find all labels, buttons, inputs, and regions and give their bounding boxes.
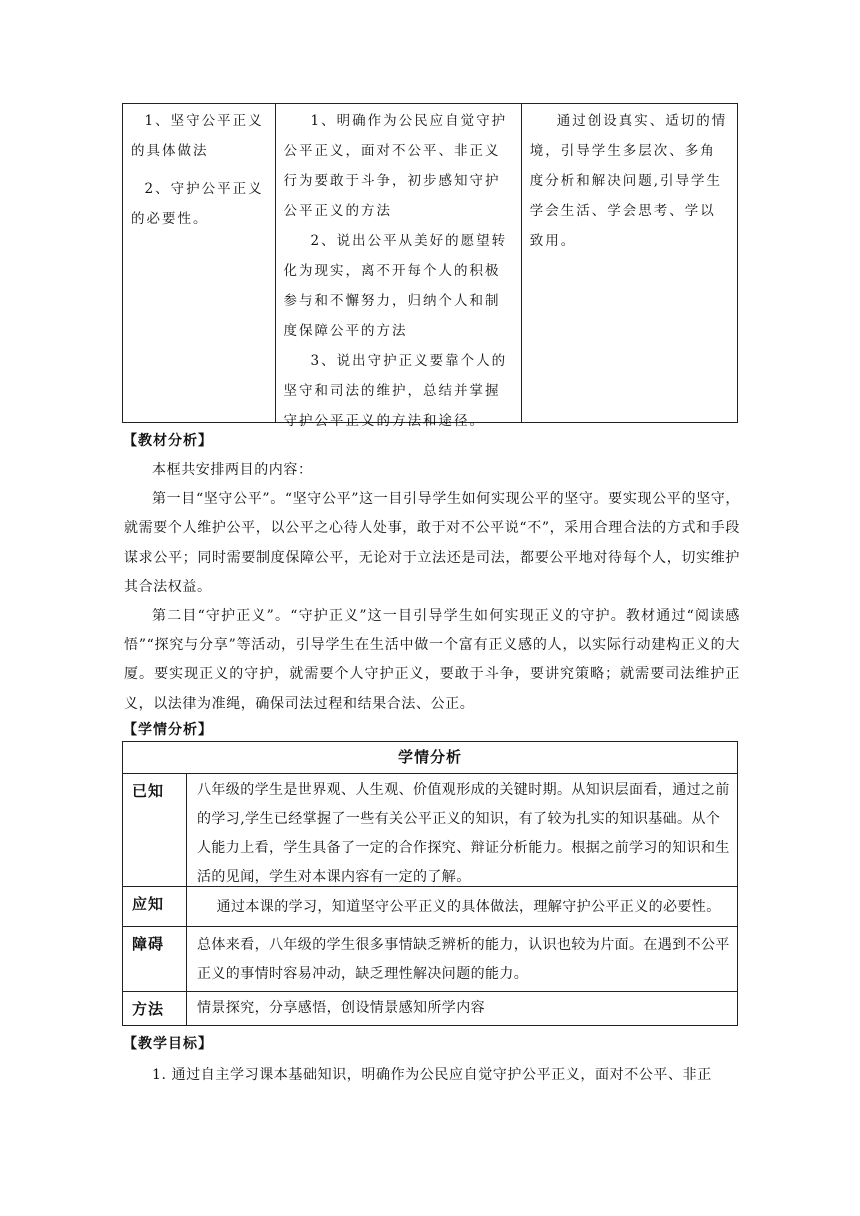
objectives-goals-column [276,104,522,429]
paragraph: 1. 通过自主学习课本基础知识，明确作为公民应自觉守护公平正义，面对不公平、非正 [152,1067,712,1083]
row-label: 已知 [123,774,187,886]
table-title: 学情分析 [123,742,737,774]
method-text: 通过创设真实、适切的情境，引导学生多层次、多角度分析和解决问题,引导学生学会生活、学会思考、学以致用。 [529,113,728,249]
table-row [123,927,737,992]
textbook-analysis-body [124,456,740,719]
paragraph: 第一目“坚守公平”。“坚守公平”这一目引导学生如何实现公平的坚守。要实现公平的坚守，就需要个人维护公平，以公平之心待人处事，敢于对不公平说“不”，采用合理合法的方式和手段谋求公平；同时需要制度保障公平，无论对于立法还是司法，都要公平地对待每个人，切实维护其合法权益。 [124,491,740,595]
row-text: 情景探究，分享感悟，创设情景感知所学内容 [197,1000,485,1016]
objectives-table [122,103,738,429]
teaching-goals-heading: 【教学目标】 [123,1036,213,1052]
row-label: 障碍 [123,927,187,991]
paragraph: 第二目“守护正义”。“守护正义”这一目引导学生如何实现正义的守护。教材通过“阅读感悟”“探究与分享”等活动，引导学生在生活中做一个富有正义感的人，以实际行动建构正义的大厦。要实现正义的守护，就需要个人守护正义，要敢于斗争，要讲究策略；就需要司法维护正义，以法律为准绳，确保司法过程和结果合法、公正。 [124,608,740,712]
row-text: 八年级的学生是世界观、人生观、价值观形成的关键时期。从知识层面看，通过之前的学习,学生已经掌握了一些有关公平正义的知识，有了较为扎实的知识基础。从个人能力上看，学生具备了一定的合作探究、辩证分析能力。根据之前学习的知识和生活的见闻，学生对本课内容有一定的了解。 [197,782,730,885]
objectives-method-column [522,104,737,422]
row-label: 应知 [123,887,187,926]
row-text: 通过本课的学习，知道坚守公平正义的具体做法，理解守护公平正义的必要性。 [216,899,721,915]
goal-item: 1、明确作为公民应自觉守护公平正义，面对不公平、非正义行为要敢于斗争，初步感知守护公平正义的方法 [283,113,508,219]
table-row [123,992,737,1026]
teaching-goals-body [124,1061,744,1090]
student-analysis-table [122,741,738,1026]
row-text: 总体来看，八年级的学生很多事情缺乏辨析的能力，认识也较为片面。在遇到不公平正义的事情时容易冲动，缺乏理性解决问题的能力。 [197,937,730,982]
row-label: 方法 [123,992,187,1026]
table-row [123,774,737,887]
paragraph: 本框共安排两目的内容： [152,462,313,478]
table-row [123,887,737,927]
objectives-content-column [123,104,276,422]
student-analysis-heading: 【学情分析】 [123,722,213,738]
goal-item: 3、说出守护正义要靠个人的坚守和司法的维护，总结并掌握守护公平正义的方法和途径。 [283,353,508,429]
content-item: 1、坚守公平正义的具体做法 [131,113,264,159]
content-item: 2、守护公平正义的必要性。 [131,181,264,227]
goal-item: 2、说出公平从美好的愿望转化为现实，离不开每个人的积极参与和不懈努力，归纳个人和制度保障公平的方法 [283,233,508,339]
textbook-analysis-heading: 【教材分析】 [123,433,213,449]
